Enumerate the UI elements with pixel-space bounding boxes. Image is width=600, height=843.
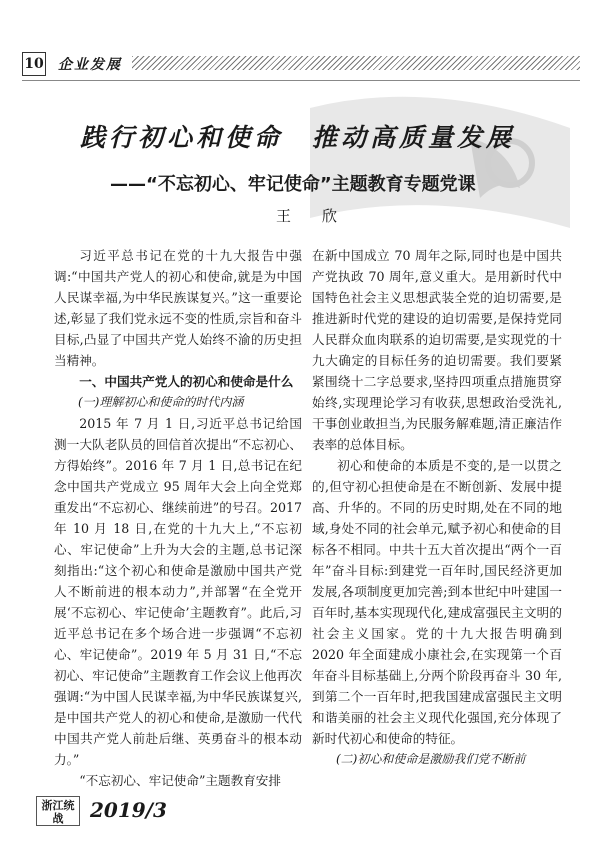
paragraph: 2015 年 7 月 1 日,习近平总书记给国测一大队老队员的回信首次提出“不忘初心、方得始终”。2016 年 7 月 1 日,总书记在纪念中国共产党成立 95 周年大会上向全党郑重发出“不忘初心、继续前进”的号召。2017 年 10 月 18 日,在党的十九大上,“不忘初心、牢记使命”上升为大会的主题,总书记深刻指出:“这个初心和使命是激励中国共产党人不断前进的根本动力”,并部署“在全党开展‘不忘初心、牢记使命’主题教育”。此后,习近平总书记在多个场合进一步强调“不忘初心、牢记使命”。2019 年 5 月 31 日,“不忘初心、牢记使命”主题教育工作会议上他再次强调:“为中国人民谋幸福,为中华民族谋复兴,是中国共产党人的初心和使命,是激励一代代中国共产党人前赴后继、英勇奋斗的根本动力。” <box>54 416 302 767</box>
paragraph: 在新中国成立 70 周年之际,同时也是中国共产党执政 70 周年,意义重大。是用新时代中国特色社会主义思想武装全党的迫切需要,是推进新时代党的建设的迫切需要,是保持党同人民群众血肉联系的迫切需要,是实现党的十九大确定的目标任务的迫切需要。我们要紧紧围绕十二字总要求,坚持四项重点措施贯穿始终,实现理论学习有收获,思想政治受洗礼,干事创业敢担当,为民服务解难题,清正廉洁作表率的总体目标。 <box>312 248 562 452</box>
article-author: 王 欣 <box>276 207 346 225</box>
section-heading: 一、中国共产党人的初心和使命是什么 <box>79 374 294 389</box>
article-subtitle: ——“不忘初心、牢记使命”主题教育专题党课 <box>110 174 476 195</box>
article-title: 践行初心和使命 推动高质量发展 <box>80 123 516 152</box>
subsection-heading: (二)初心和使命是激励我们党不断前 <box>336 752 526 766</box>
magazine-logo: 浙江统战 <box>36 796 80 826</box>
issue-number: 2019/3 <box>90 798 167 822</box>
paragraph: 习近平总书记在党的十九大报告中强调:“中国共产党人的初心和使命,就是为中国人民谋幸福,为中华民族谋复兴。”这一重要论述,彰显了我们党永远不变的性质,宗旨和奋斗目标,凸显了中国共产党人始终不渝的历史担当精神。 <box>54 248 302 368</box>
page-header <box>22 52 580 76</box>
paragraph: “不忘初心、牢记使命”主题教育安排 <box>79 773 281 788</box>
subsection-heading: (一)理解初心和使命的时代内涵 <box>78 395 244 409</box>
header-hatch-decoration <box>132 56 580 70</box>
header-divider <box>22 80 580 81</box>
right-column <box>312 245 562 770</box>
section-title: 企业发展 <box>58 57 122 73</box>
paragraph: 初心和使命的本质是不变的,是一以贯之的,但守初心担使命是在不断创新、发展中提高、升华的。不同的历史时期,处在不同的地域,身处不同的社会单元,赋予初心和使命的目标各不相同。中共十五大首次提出“两个一百年”奋斗目标:到建党一百年时,国民经济更加发展,各项制度更加完善;到本世纪中叶建国一百年时,基本实现现代化,建成富强民主文明的社会主义国家。党的十九大报告明确到 2020 年全面建成小康社会,在实现第一个百年奋斗目标基础上,分两个阶段再奋斗 30 年,到第二个一百年时,把我国建成富强民主文明和谐美丽的社会主义现代化强国,充分体现了新时代初心和使命的特征。 <box>312 458 562 746</box>
page-footer <box>36 796 196 830</box>
left-column <box>54 245 302 791</box>
page-number: 10 <box>22 52 46 76</box>
